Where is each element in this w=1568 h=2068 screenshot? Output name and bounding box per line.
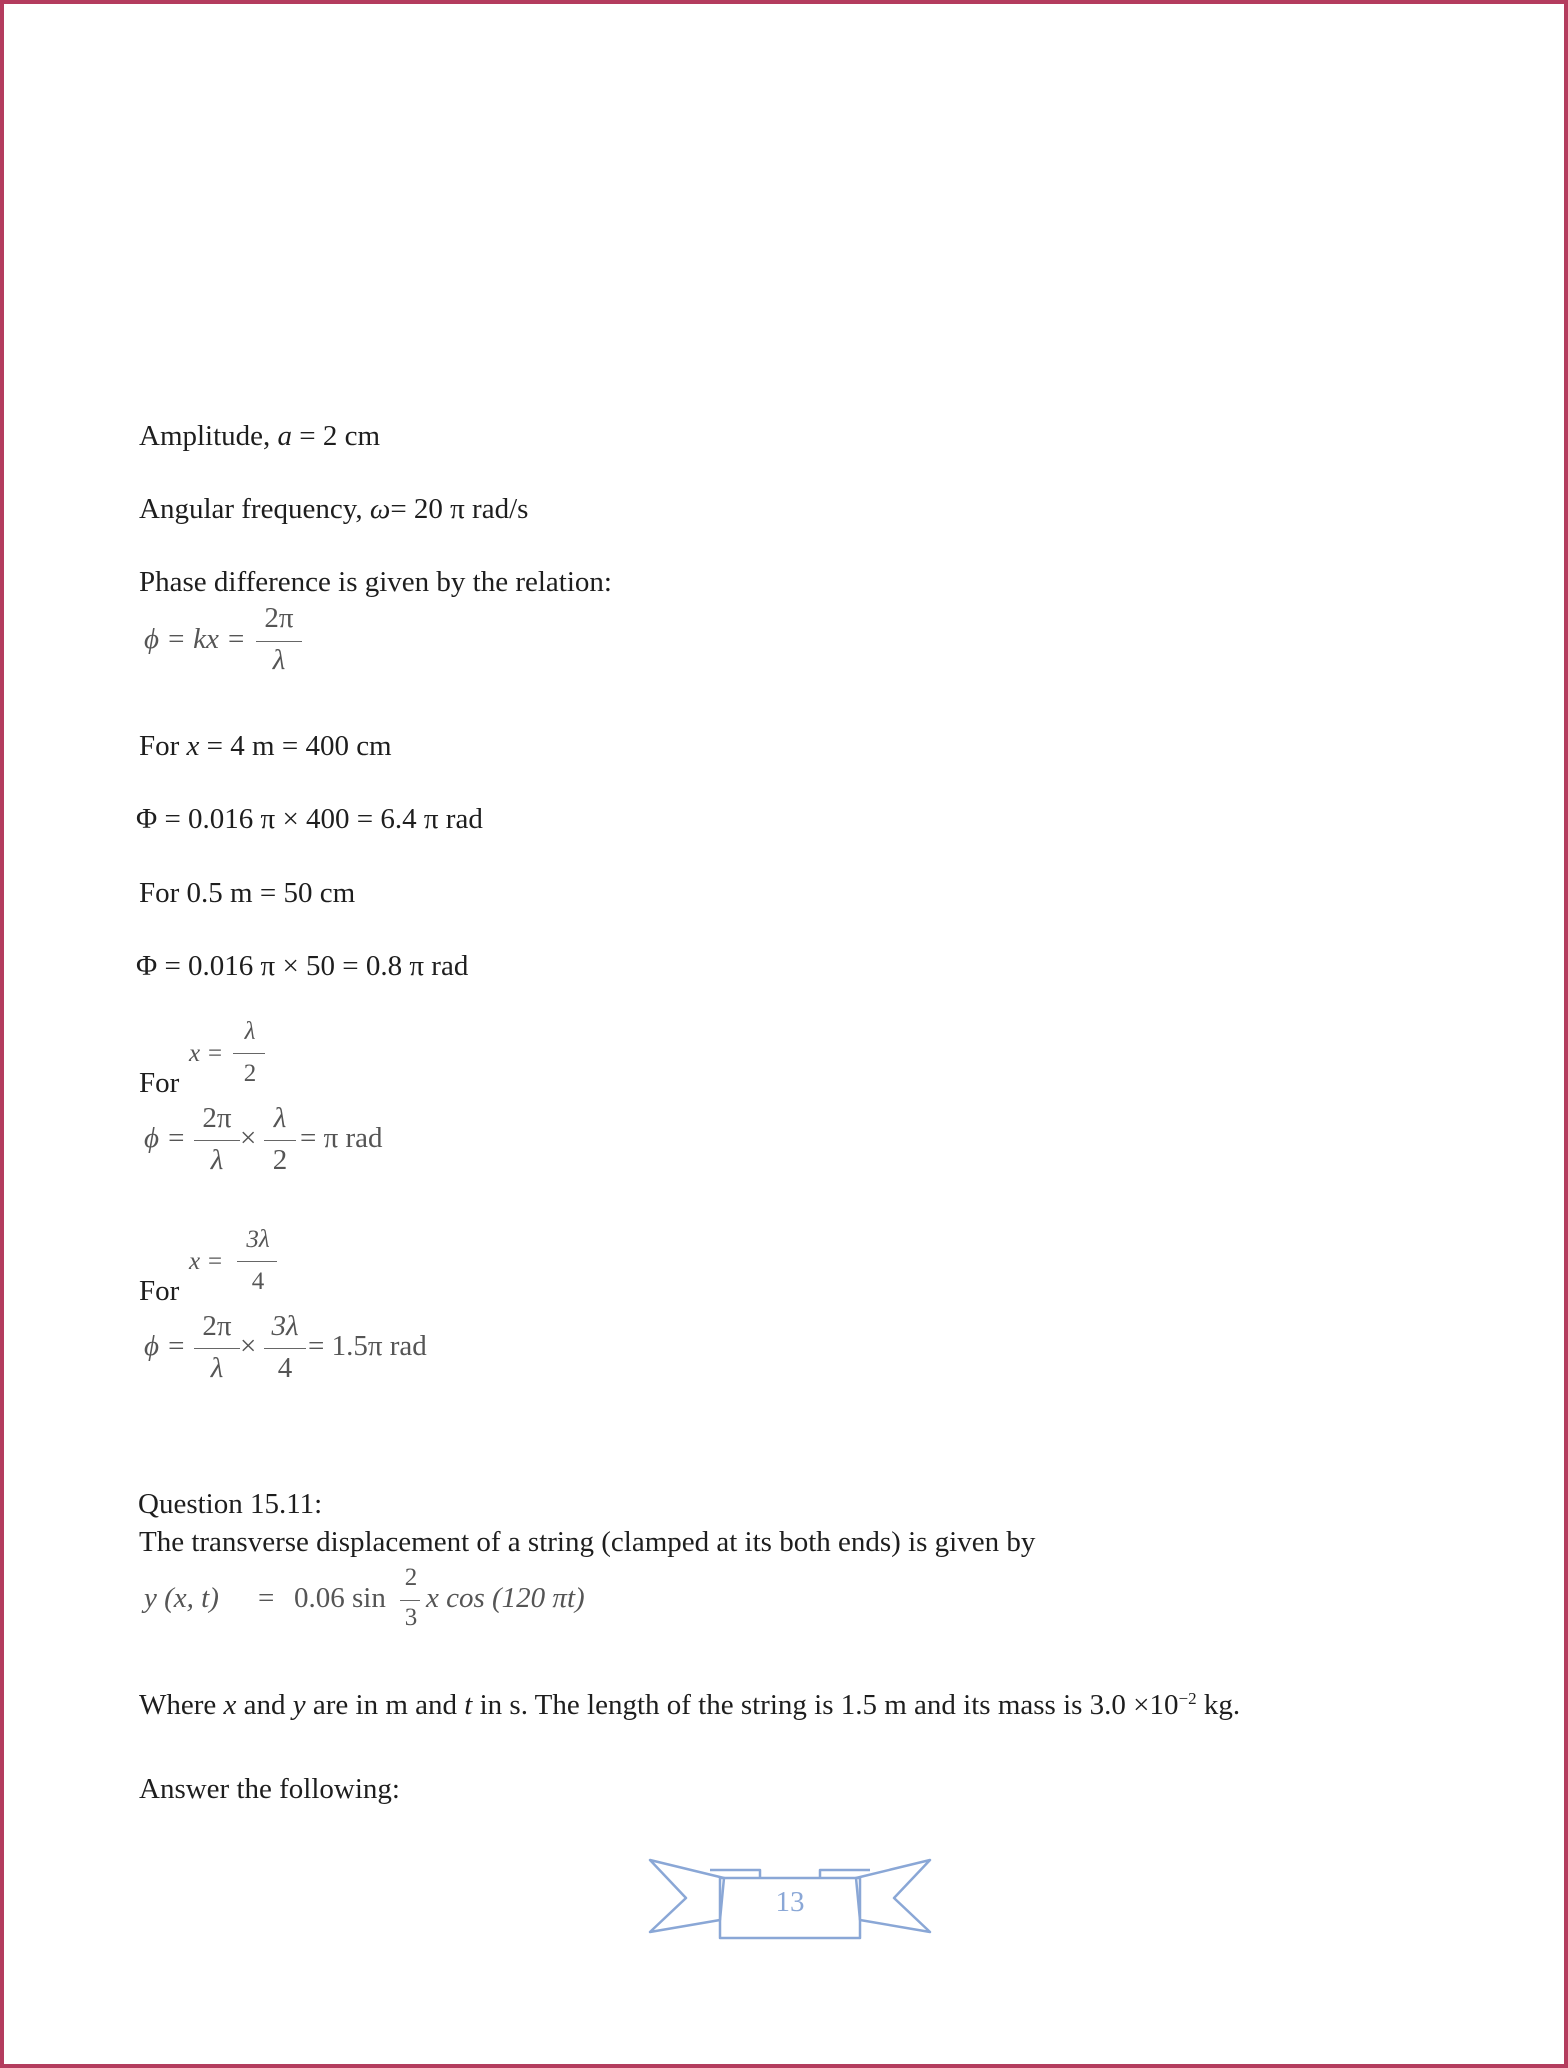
for-half-meter-line: For 0.5 m = 50 cm xyxy=(139,877,356,909)
page-number: 13 xyxy=(775,1886,805,1918)
for-x-4m-line: For x = 4 m = 400 cm xyxy=(139,730,392,762)
phase-value-line-2: Φ = 0.016 π × 50 = 0.8 π rad xyxy=(136,950,469,982)
angular-frequency-line: Angular frequency, ω= 20 π rad/s xyxy=(139,493,529,525)
question-title: Question 15.11: xyxy=(138,1488,323,1520)
amplitude-line: Amplitude, a = 2 cm xyxy=(139,420,381,452)
phase-value-line-1: Φ = 0.016 π × 400 = 6.4 π rad xyxy=(136,803,483,835)
x-three-quarter-lambda-equation: x = 3λ 4 xyxy=(187,1222,287,1302)
phase-half-lambda-equation: ϕ = 2π λ × λ 2 = π rad xyxy=(144,1102,383,1176)
for-label-1: For xyxy=(139,1067,180,1099)
answer-prompt: Answer the following: xyxy=(139,1773,400,1805)
phase-three-quarter-lambda-equation: ϕ = 2π λ × 3λ 4 = 1.5π rad xyxy=(144,1310,427,1384)
units-statement: Where x and y are in m and t in s. The length of the string is 1.5 m and its mass is $3.0 \times 10^{-2}$ kg. xyxy=(139,1689,1241,1721)
string-displacement-equation: y (x, t) = 0.06 sin 2 3 x cos (120 πt) xyxy=(144,1564,585,1631)
phase-equation: ϕ = kx = 2π λ xyxy=(144,602,344,682)
phase-intro-line: Phase difference is given by the relation: xyxy=(139,566,612,598)
x-half-lambda-equation: x = λ 2 xyxy=(187,1014,267,1094)
question-body: The transverse displacement of a string (clamped at its both ends) is given by xyxy=(139,1526,1036,1558)
for-label-2: For xyxy=(139,1275,180,1307)
